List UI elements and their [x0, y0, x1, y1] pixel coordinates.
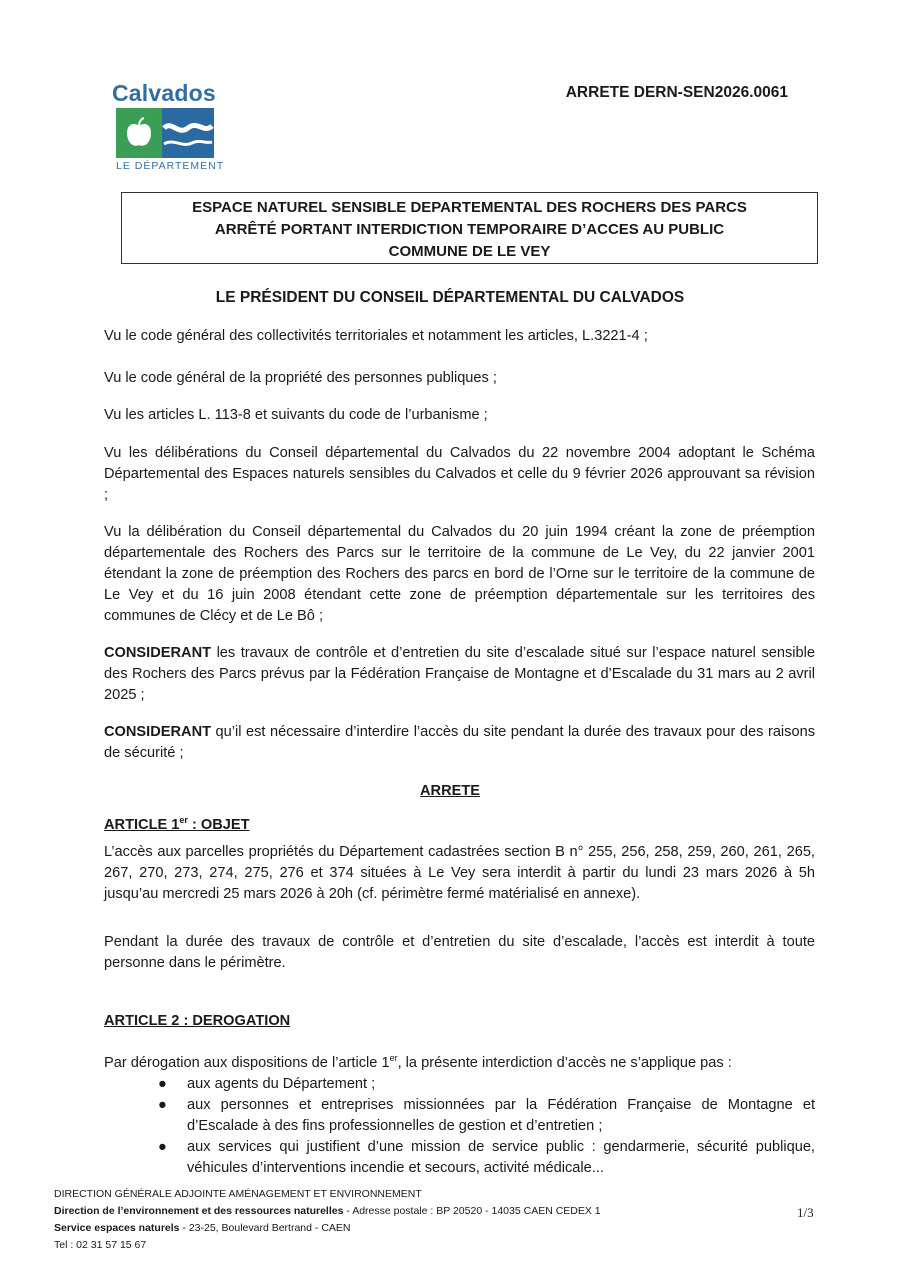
- visa-3: Vu les articles L. 113-8 et suivants du code de l’urbanisme ;: [104, 407, 488, 423]
- bullet-icon: ●: [158, 1138, 167, 1155]
- footer-service: Service espaces naturels - 23-25, Boulevard Bertrand - CAEN: [54, 1222, 351, 1234]
- apple-icon: [116, 108, 162, 158]
- considerant-text: qu’il est nécessaire d’interdire l’accès du site pendant la durée des travaux pour des raisons de sécurité ;: [104, 724, 815, 761]
- article-2-intro: Par dérogation aux dispositions de l’article 1er, la présente interdiction d’accès ne s’applique pas :: [104, 1053, 732, 1071]
- wave-icon: [162, 108, 214, 158]
- article-2-content: [104, 1048, 815, 1179]
- considerant-1: [104, 643, 815, 706]
- title-line-1: ESPACE NATUREL SENSIBLE DEPARTEMENTAL DES ROCHERS DES PARCS: [192, 199, 747, 216]
- visa-4: Vu les délibérations du Conseil départemental du Calvados du 22 novembre 2004 adoptant le Schéma Départemental des Espaces naturels sensibles du Calvados et celle du 9 février 2026 approuvant sa révision ;: [104, 445, 815, 503]
- logo-mark: [116, 108, 232, 158]
- considerant-text: les travaux de contrôle et d’entretien du site d’escalade situé sur l’espace naturel sensible des Rochers des Parcs prévus par la Fédération Française de Montagne et d’Escalade du 31 mars au 2 avril 2025 ;: [104, 645, 815, 703]
- bullet-icon: ●: [158, 1096, 167, 1113]
- footer-direction-generale: DIRECTION GÉNÉRALE ADJOINTE AMÉNAGEMENT ET ENVIRONNEMENT: [54, 1188, 422, 1200]
- arrete-heading: ARRETE: [420, 783, 480, 799]
- logo-subtitle: LE DÉPARTEMENT: [116, 160, 225, 172]
- article-2-heading: ARTICLE 2 : DEROGATION: [104, 1013, 291, 1029]
- footer-phone: Tel : 02 31 57 15 67: [54, 1239, 147, 1251]
- title-line-3: COMMUNE DE LE VEY: [388, 243, 551, 260]
- visa-2: Vu le code général de la propriété des personnes publiques ;: [104, 370, 497, 386]
- derogation-list: [104, 1074, 815, 1179]
- article-1-paragraph-1: L’accès aux parcelles propriétés du Département cadastrées section B n° 255, 256, 258, 259, 260, 261, 265, 267, 270, 273, 274, 275, 276 et 374 situées à Le Vey sera interdit à partir du lundi 23 mars 2026 à 5h jusqu’au mercredi 25 mars 2026 à 20h (cf. périmètre fermé matérialisé en annexe).: [104, 844, 815, 902]
- considerant-keyword: CONSIDERANT: [104, 645, 212, 661]
- article-1-heading: ARTICLE 1er : OBJET: [104, 815, 250, 833]
- list-item: ● aux services qui justifient d’une mission de service public : gendarmerie, sécurité publique, véhicules d’interventions incendie et secours, activité médicale...: [158, 1138, 815, 1176]
- visa-1: Vu le code général des collectivités territoriales et notamment les articles, L.3221-4 ;: [104, 328, 648, 344]
- considerant-keyword: CONSIDERANT: [104, 724, 212, 740]
- bullet-icon: ●: [158, 1075, 167, 1092]
- list-item: ● aux personnes et entreprises missionnées par la Fédération Française de Montagne et d’Escalade à des fins professionnelles de gestion et d’entretien ;: [158, 1096, 815, 1134]
- page-number: 1/3: [797, 1205, 814, 1220]
- logo-title: Calvados: [112, 80, 216, 106]
- title-box: [121, 192, 818, 264]
- president-heading: LE PRÉSIDENT DU CONSEIL DÉPARTEMENTAL DU CALVADOS: [215, 289, 685, 306]
- decree-reference: ARRETE DERN-SEN2026.0061: [565, 84, 788, 101]
- title-line-2: ARRÊTÉ PORTANT INTERDICTION TEMPORAIRE D’ACCES AU PUBLIC: [214, 221, 725, 238]
- visa-5: Vu la délibération du Conseil départemental du Calvados du 20 juin 1994 créant la zone de préemption départementale des Rochers des Parcs sur le territoire de la commune de Le Vey, du 22 janvier 2001 étendant la zone de préemption des Rochers des parcs en bord de l’Orne sur le territoire de la commune de Le Vey et du 16 juin 2008 étendant cette zone de préemption départementale sur les territoires des communes de Clécy et de Le Bô ;: [104, 524, 815, 624]
- footer-direction: Direction de l’environnement et des ressources naturelles - Adresse postale : BP 20520 - 14035 CAEN CEDEX 1: [54, 1205, 601, 1217]
- footer: [54, 1186, 601, 1254]
- calvados-logo: [112, 80, 232, 172]
- article-1-paragraph-2: Pendant la durée des travaux de contrôle et d’entretien du site d’escalade, l’accès est interdit à toute personne dans le périmètre.: [104, 934, 815, 971]
- list-item: ● aux agents du Département ;: [104, 1074, 815, 1095]
- considerant-2: [104, 722, 815, 764]
